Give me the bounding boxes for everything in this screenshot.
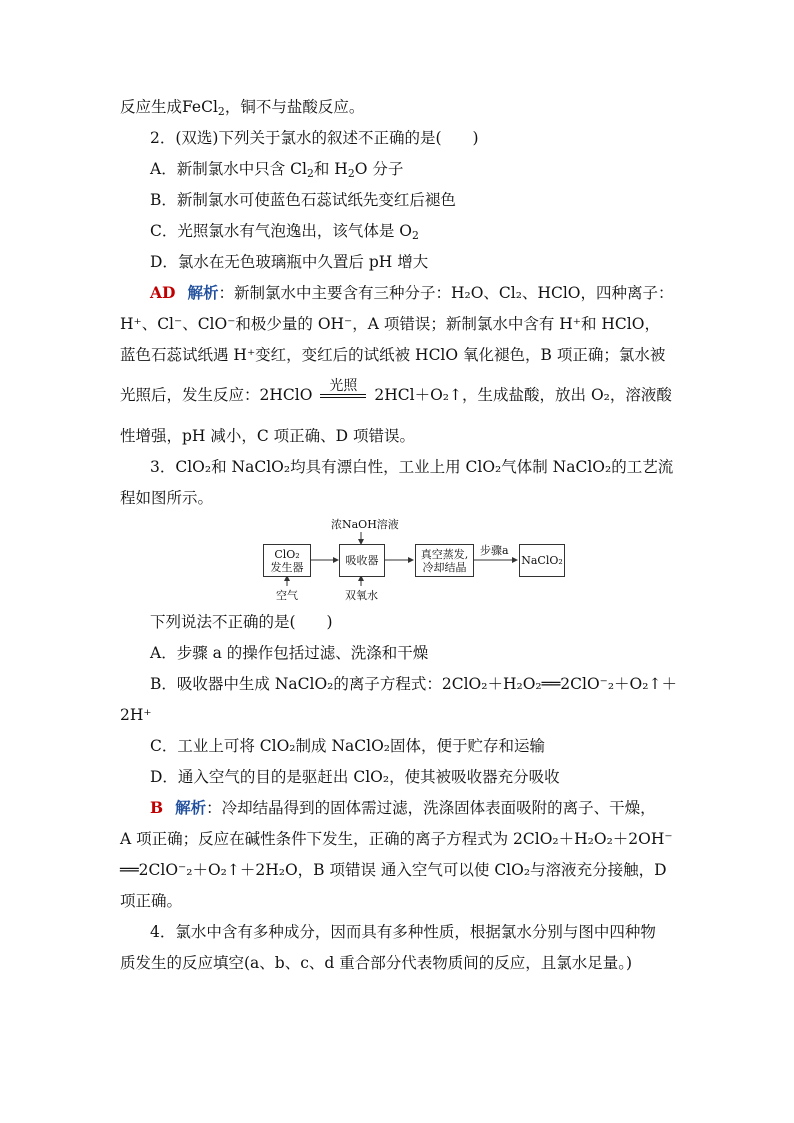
step-a-label: 步骤a — [480, 544, 509, 557]
q2-analysis-3: 蓝色石蕊试纸遇 H⁺变红，变红后的试纸被 HClO 氧化褪色，B 项正确；氯水被 — [120, 346, 666, 364]
naoh-label: 浓NaOH溶液 — [331, 518, 399, 531]
q3-option-b-cont: 2H⁺ — [120, 706, 152, 724]
q3-option-c: C．工业上可将 ClO₂制成 NaClO₂固体，便于贮存和运输 — [150, 737, 545, 755]
line-intro: 反应生成FeCl$_2$，铜不与盐酸反应。 — [120, 98, 365, 118]
q3-analysis-3: ══2ClO⁻₂＋O₂↑＋2H₂O，B 项错误 通入空气可以使 ClO₂与溶液充分接触，D — [120, 861, 667, 879]
q3-option-a: A．步骤 a 的操作包括过滤、洗涤和干燥 — [150, 644, 429, 662]
question-3: 3．ClO₂和 NaClO₂均具有漂白性，工业上用 ClO₂气体制 NaClO₂的工艺流 — [150, 458, 674, 476]
clo2-generator-box: ClO₂ 发生器 — [263, 544, 311, 577]
q2-option-b: B．新制氯水可使蓝色石蕊试纸先变红后褪色 — [150, 191, 456, 209]
analysis-label: 解析 — [187, 283, 219, 302]
q2-analysis-4: 光照后，发生反应：2HClO 光照 2HCl＋O₂↑，生成盐酸，放出 O₂，溶液酸 — [120, 378, 672, 404]
evaporation-box: 真空蒸发, 冷却结晶 — [415, 544, 474, 577]
absorber-box: 吸收器 — [339, 544, 385, 577]
q2-option-d: D．氯水在无色玻璃瓶中久置后 pH 增大 — [150, 253, 429, 271]
naclo2-box: NaClO₂ — [519, 544, 565, 577]
q3-answer: B — [150, 798, 164, 817]
q2-answer: AD — [150, 283, 176, 302]
question-4: 4．氯水中含有多种成分，因而具有多种性质，根据氯水分别与图中四种物 — [150, 923, 656, 941]
question-2: 2．(双选)下列关于氯水的叙述不正确的是( ) — [150, 129, 479, 147]
process-flow-diagram — [255, 512, 575, 604]
q2-option-c: C．光照氯水有气泡逸出，该气体是 $O_2$ — [150, 222, 419, 242]
q2-option-a: A．新制氯水中只含 $Cl_2$和 $H_2O$ 分子 — [150, 160, 404, 180]
question-4-cont: 质发生的反应填空(a、b、c、d 重合部分代表物质间的反应，且氯水足量。) — [120, 954, 633, 972]
q3-option-d: D．通入空气的目的是驱赶出 ClO₂，使其被吸收器充分吸收 — [150, 768, 560, 786]
question-3-cont: 程如图所示。 — [120, 489, 214, 507]
q3-analysis-4: 项正确。 — [120, 892, 183, 910]
reaction-condition: 光照 — [320, 379, 366, 398]
q2-analysis-5: 性增强，pH 减小，C 项正确、D 项错误。 — [120, 427, 416, 445]
h2o2-label: 双氧水 — [345, 589, 378, 602]
air-label: 空气 — [276, 589, 298, 602]
q2-analysis-1: AD 解析：新制氯水中主要含有三种分子：H₂O、Cl₂、HClO，四种离子： — [150, 283, 674, 302]
q3-analysis-2: A 项正确；反应在碱性条件下发生，正确的离子方程式为 2ClO₂＋H₂O₂＋2OH⁻ — [120, 830, 673, 848]
analysis-label: 解析 — [175, 798, 207, 817]
q3-ask: 下列说法不正确的是( ) — [150, 613, 333, 631]
q2-analysis-2: H⁺、Cl⁻、ClO⁻和极少量的 OH⁻，A 项错误；新制氯水中含有 H⁺和 HClO， — [120, 315, 660, 333]
q3-analysis-1: B 解析：冷却结晶得到的固体需过滤，洗涤固体表面吸附的离子、干燥， — [150, 798, 656, 817]
q3-option-b: B．吸收器中生成 NaClO₂的离子方程式：2ClO₂＋H₂O₂══2ClO⁻₂＋O₂↑＋ — [150, 675, 677, 693]
